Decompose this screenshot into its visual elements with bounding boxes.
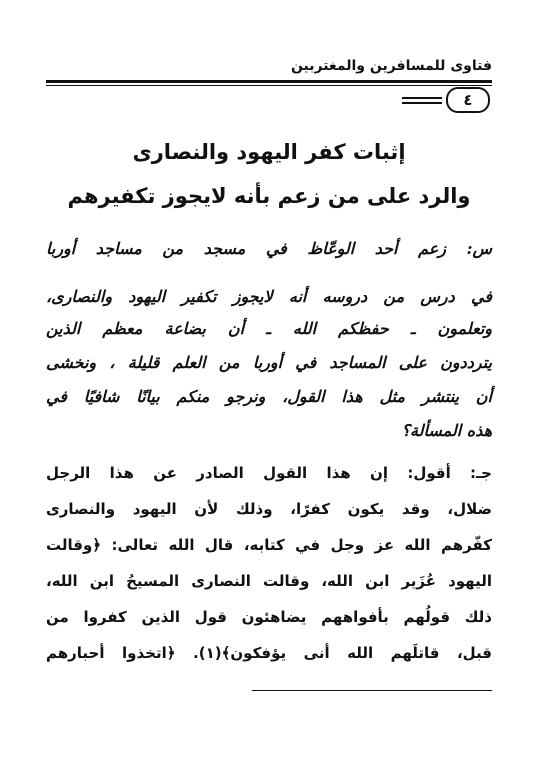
- answer-line: جـ: أقول: إن هذا القول الصادر عن هذا الرجل: [46, 464, 492, 482]
- header-rule: [46, 80, 492, 86]
- question-line: هذه المسألة؟: [401, 421, 492, 440]
- page-number-ornament: [402, 88, 490, 112]
- question-line: في درس من دروسه أنه لايجوز تكفير اليهود والنصارى،: [46, 287, 492, 306]
- question-line: أن ينتشر مثل هذا القول، ونرجو منكم بيانًا شافيًا في: [46, 387, 492, 406]
- page-number: ٤: [446, 87, 490, 113]
- answer-line: اليهود عُزَير ابن الله، وقالت النصارى المسيحُ ابن الله،: [46, 572, 492, 590]
- question-line: س: زعم أحد الوعّاظ في مسجد من مساجد أوربا: [46, 239, 492, 258]
- question-line: وتعلمون ـ حفظكم الله ـ أن بضاعة معظم الذين: [46, 319, 492, 338]
- answer-line: ذلك قولُهم بأفواههم يضاهئون قول الذين كفروا من: [46, 608, 492, 626]
- footnote-rule: [252, 690, 492, 691]
- article-title-line-2: والرد على من زعم بأنه لايجوز تكفيرهم: [67, 184, 471, 208]
- answer-line: قبل، قاتلَهم الله أنى يؤفكون﴾(١). ﴿اتخذوا أحبارهم: [46, 644, 492, 662]
- question-line: يترددون على المساجد في أوربا من العلم قليلة ، ونخشى: [46, 353, 492, 372]
- answer-line: كفّرهم الله عز وجل في كتابه، قال الله تعالى: ﴿وقالت: [46, 536, 492, 554]
- page-number-rule: [402, 97, 442, 104]
- article-title-line-1: إثبات كفر اليهود والنصارى: [132, 140, 406, 164]
- answer-line: ضلال، وقد يكون كفرًا، وذلك لأن اليهود والنصارى: [46, 500, 492, 518]
- running-header-title: فتاوى للمسافرين والمغتربين: [290, 58, 492, 74]
